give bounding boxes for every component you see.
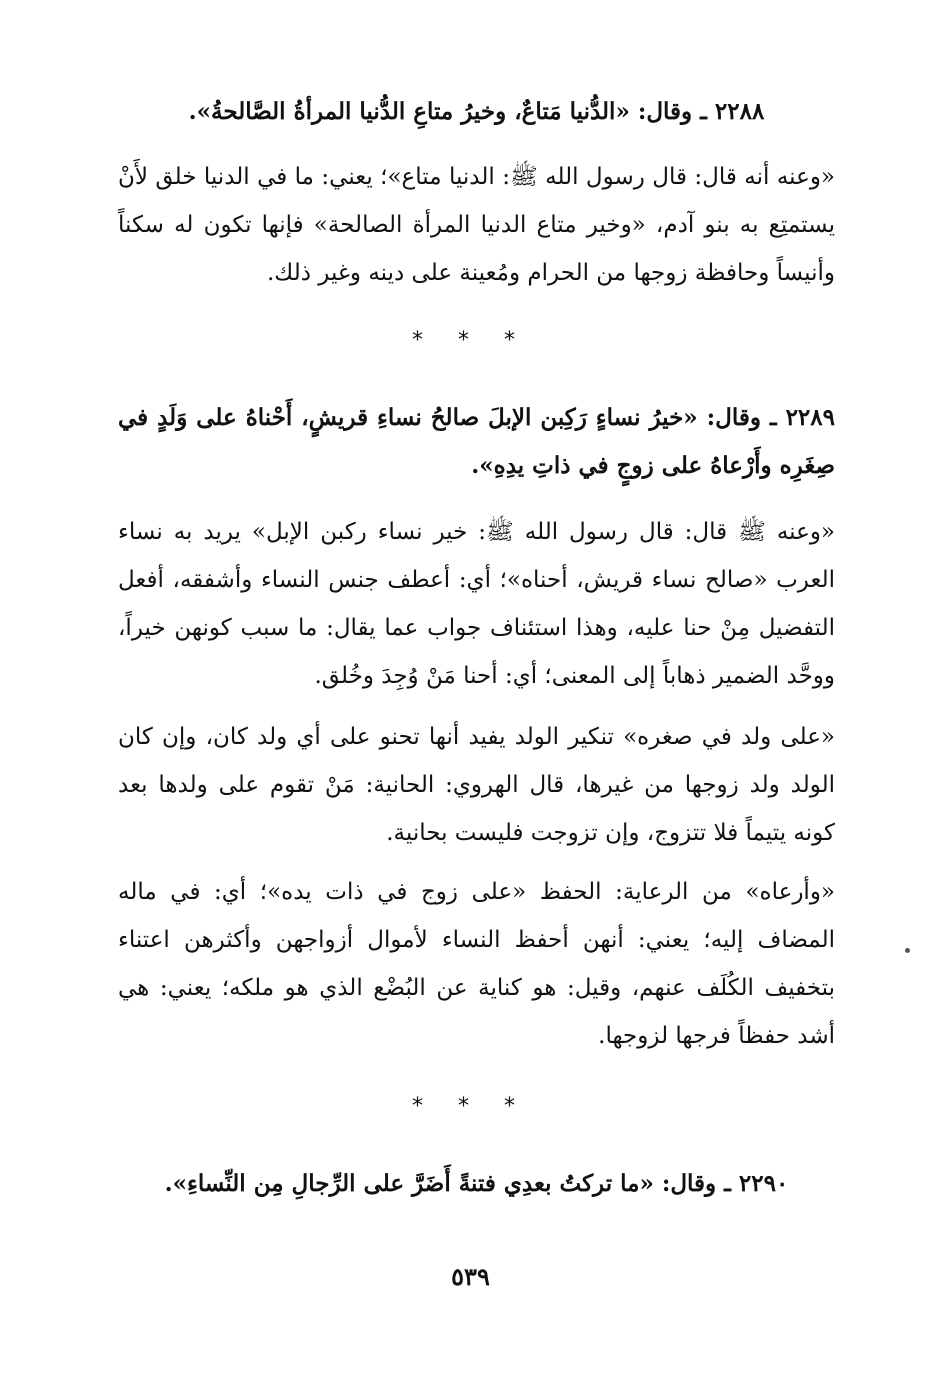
hadith-2288-heading: ٢٢٨٨ ـ وقال: «الدُّنيا مَتاعٌ، وخيرُ متاعِ الدُّنيا المرأةُ الصَّالحةُ». [188, 98, 765, 125]
hadith-2289-commentary-2: «على ولد في صغره» تنكير الولد يفيد أنها تحنو على أي ولد كان، وإن كان الولد ولد زوجها من غيرها، قال الهروي: الحانية: مَنْ تقوم على ولدها بعد كونه يتيماً فلا تتزوج، وإن تزوجت فليست بحانية. [118, 724, 835, 846]
section-separator: * * * [412, 328, 529, 353]
margin-speck [905, 948, 910, 953]
hadith-2289-commentary-3: «وأرعاه» من الرعاية: الحفظ «على زوج في ذات يده»؛ أي: في ماله المضاف إليه؛ يعني: أنهن أحفظ النساء لأموال أزواجهن وأكثرهن اعتناء بتخفيف الكُلَف عنهم، وقيل: هو كناية عن البُضْع الذي هو ملكه؛ يعني: هي أشد حفظاً فرجها لزوجها. [118, 879, 835, 1049]
hadith-2289-heading: ٢٢٨٩ ـ وقال: «خيرُ نساءٍ رَكِبن الإبلَ صالحُ نساءِ قريشٍ، أَحْناهُ على وَلَدٍ في صِغَرِه وأَرْعاهُ على زوجٍ في ذاتِ يدِهِ». [118, 404, 835, 479]
hadith-2288-commentary: «وعنه أنه قال: قال رسول الله ﷺ: الدنيا متاع»؛ يعني: ما في الدنيا خلق لأَنْ يستمتِع به بنو آدم، «وخير متاع الدنيا المرأة الصالحة» فإنها تكون له سكناً وأنيساً وحافظة زوجها من الحرام ومُعينة على دينه وغير ذلك. [118, 164, 835, 286]
hadith-2290-heading: ٢٢٩٠ ـ وقال: «ما تركتُ بعدِي فتنةً أَضَرَّ على الرِّجالِ مِن النِّساءِ». [164, 1170, 789, 1197]
section-separator: * * * [412, 1094, 529, 1119]
page-number: ٥٣٩ [451, 1262, 490, 1291]
hadith-2289-commentary-1: «وعنه ﷺ قال: قال رسول الله ﷺ: خير نساء ركبن الإبل» يريد به نساء العرب «صالح نساء قريش، أحناه»؛ أي: أعطف جنس النساء وأشفقه، أفعل التفضيل مِنْ حنا عليه، وهذا استئناف جواب عما يقال: ما سبب كونهن خيراً، ووحَّد الضمير ذهاباً إلى المعنى؛ أي: أحنا مَنْ وُجِدَ وخُلق. [118, 519, 835, 689]
